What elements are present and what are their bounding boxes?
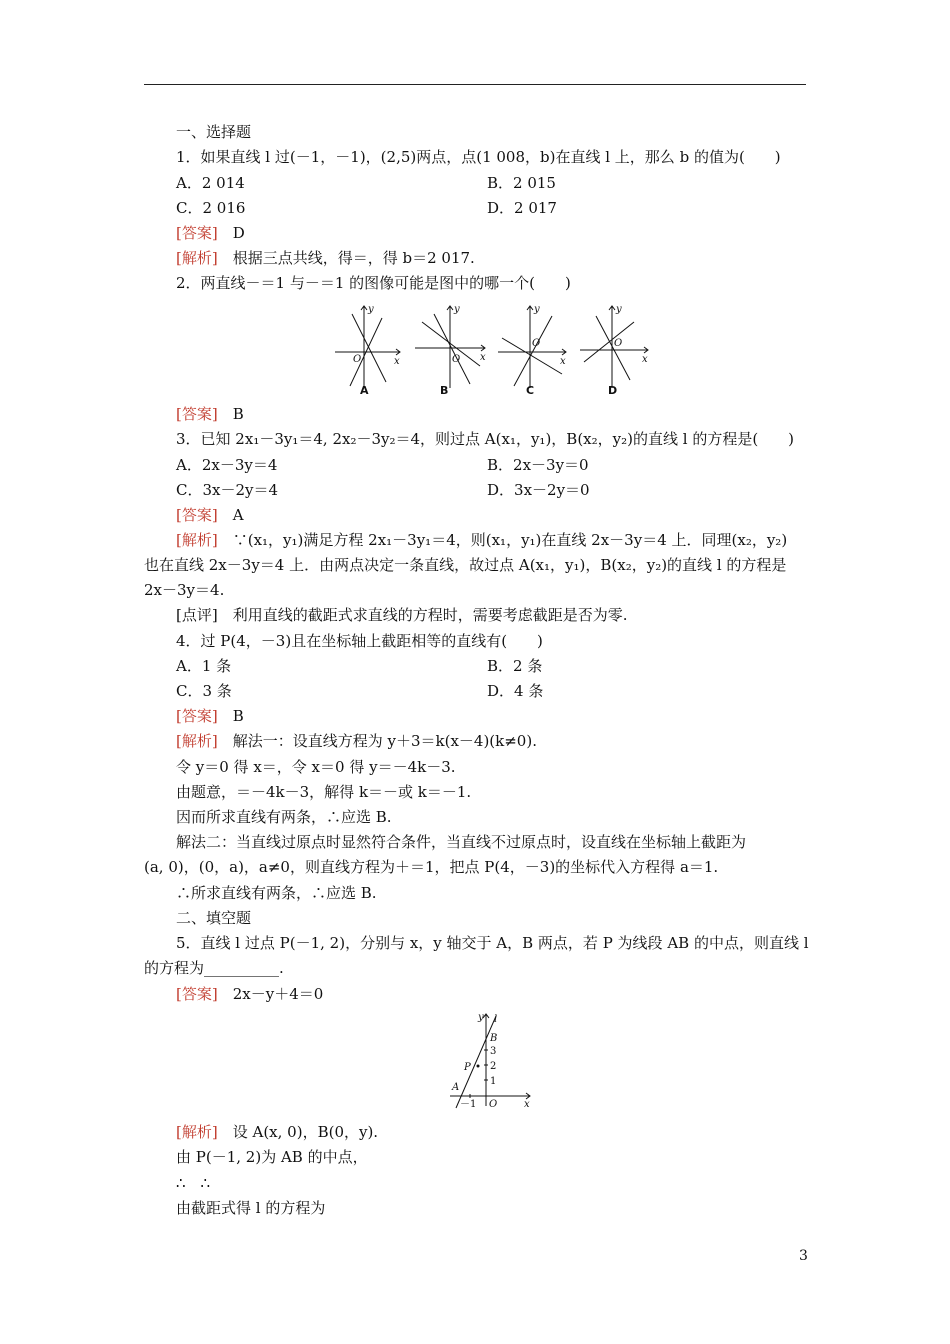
text-line-l41 <box>176 1198 325 1218</box>
text-line-l01 <box>176 122 251 142</box>
text-line-l18 <box>144 555 786 575</box>
figure-four-graphs <box>330 300 660 400</box>
text-line-l22 <box>176 656 231 676</box>
label-o-c: O <box>532 338 541 349</box>
answer-tag: [答案] <box>176 506 218 524</box>
fig2-a: A <box>452 1082 460 1093</box>
fig2-tick-neg1: －1 <box>460 1099 477 1110</box>
text-line-l29 <box>176 782 471 802</box>
graph-b <box>415 306 485 388</box>
header-rule <box>144 84 806 85</box>
line-text: A．2 014 <box>176 174 245 192</box>
label-x-c: x <box>560 356 566 367</box>
label-x-a: x <box>394 356 400 367</box>
line-text: 的方程为__________. <box>144 959 284 977</box>
text-line-l30 <box>176 807 392 827</box>
answer-tag: [答案] <box>176 224 218 242</box>
text-line-l26 <box>176 706 244 726</box>
text-line-l20 <box>176 605 627 625</box>
line-text: C．3 条 <box>176 682 232 700</box>
line-text: 3．已知 2x₁－3y₁＝4, 2x₂－3y₂＝4，则过点 A(x₁，y₁)，B(x₂，y₂)的直线 l 的方程是( ) <box>176 430 795 448</box>
fig2-tick-1: 1 <box>490 1076 497 1087</box>
text-line-l14 <box>176 480 278 500</box>
line-text: 2x－y＋4＝0 <box>217 985 324 1003</box>
text-line-l07 <box>176 223 245 243</box>
line-text: B．2 015 <box>487 174 556 192</box>
text-line-l17 <box>176 530 787 550</box>
line-text: A．1 条 <box>176 657 232 675</box>
caption-a: A <box>360 384 369 397</box>
answer-tag: [答案] <box>176 707 218 725</box>
text-line-l24 <box>176 681 232 701</box>
page-number: 3 <box>799 1248 808 1264</box>
text-line-l04 <box>487 173 556 193</box>
text-line-l06 <box>487 198 557 218</box>
text-line-l15 <box>487 480 590 500</box>
text-line-l40 <box>176 1173 210 1193</box>
text-line-l09 <box>176 273 571 293</box>
line-text: 5．直线 l 过点 P(－1, 2)，分别与 x，y 轴交于 A，B 两点，若 P 为线段 AB 的中点，则直线 l <box>176 934 809 952</box>
text-line-l21 <box>176 631 543 651</box>
line-text: 由题意，＝－4k－3，解得 k＝－或 k＝－1. <box>176 783 472 801</box>
line-text: ∵(x₁，y₁)满足方程 2x₁－3y₁＝4，则(x₁，y₁)在直线 2x－3y＝4 上．同理(x₂，y₂) <box>217 531 788 549</box>
line-text: A．2x－3y＝4 <box>176 456 278 474</box>
line-text: ∴所求直线有两条，∴应选 B. <box>176 884 377 902</box>
line-text: (a, 0)，(0，a)，a≠0，则直线方程为＋＝1，把点 P(4，－3)的坐标代入方程得 a＝1. <box>144 858 719 876</box>
text-line-l38 <box>176 1122 378 1142</box>
line-text: D <box>217 224 245 242</box>
line-text: 2．两直线－＝1 与－＝1 的图像可能是图中的哪一个( ) <box>176 274 571 292</box>
fig2-tick-2: 2 <box>490 1061 497 1072</box>
text-line-l11 <box>176 429 794 449</box>
label-y-c: y <box>534 304 540 315</box>
line-text: 设 A(x, 0)，B(0，y). <box>217 1123 379 1141</box>
text-line-l32 <box>144 857 718 877</box>
text-line-l37 <box>176 984 323 1004</box>
label-o-b: O <box>452 354 461 365</box>
line-text: C．2 016 <box>176 199 246 217</box>
text-line-l39 <box>176 1147 368 1167</box>
line-text: 1．如果直线 l 过(－1，－1)，(2,5)两点，点(1 008，b)在直线 l 上，那么 b 的值为( ) <box>176 148 781 166</box>
text-line-l19 <box>144 580 224 600</box>
caption-d: D <box>608 384 618 397</box>
line-text: 解法一：设直线方程为 y＋3＝k(x－4)(k≠0). <box>217 732 537 750</box>
fig2-p: P <box>464 1062 471 1073</box>
text-line-l02 <box>176 147 781 167</box>
fig2-y: y <box>478 1012 484 1023</box>
caption-b: B <box>440 384 449 397</box>
fig2-x: x <box>524 1099 530 1110</box>
line-text: [点评] 利用直线的截距式求直线的方程时，需要考虑截距是否为零. <box>176 606 628 624</box>
line-text: 由 P(－1, 2)为 AB 的中点， <box>176 1148 368 1166</box>
text-line-l27 <box>176 731 537 751</box>
line-text: 因而所求直线有两条，∴应选 B. <box>176 808 392 826</box>
text-line-l12 <box>176 455 277 475</box>
line-text: 根据三点共线，得＝，得 b＝2 017. <box>217 249 475 267</box>
fig2-l: l <box>494 1014 498 1025</box>
line-text: D．3x－2y＝0 <box>487 481 590 499</box>
line-text: 也在直线 2x－3y＝4 上．由两点决定一条直线，故过点 A(x₁，y₁)，B(x₂，y₂)的直线 l 的方程是 <box>144 556 787 574</box>
label-x-d: x <box>642 354 648 365</box>
text-line-l35 <box>176 933 809 953</box>
text-line-l34 <box>176 908 251 928</box>
answer-tag: [解析] <box>176 732 218 750</box>
text-line-l13 <box>487 455 589 475</box>
text-line-l25 <box>487 681 543 701</box>
line-text: B．2x－3y＝0 <box>487 456 589 474</box>
text-line-l10 <box>176 404 244 424</box>
line-text: 二、填空题 <box>176 909 252 927</box>
label-o-a: O <box>353 354 362 365</box>
answer-tag: [答案] <box>176 405 218 423</box>
label-y-b: y <box>454 304 460 315</box>
text-line-l03 <box>176 173 245 193</box>
fig2-tick-3: 3 <box>490 1046 497 1057</box>
answer-tag: [解析] <box>176 531 218 549</box>
graph-a <box>335 306 400 388</box>
line-text: B <box>217 405 244 423</box>
line-text: D．4 条 <box>487 682 544 700</box>
text-line-l16 <box>176 505 244 525</box>
line-text: 令 y＝0 得 x＝，令 x＝0 得 y＝－4k－3. <box>176 758 456 776</box>
text-line-l08 <box>176 248 475 268</box>
line-text: ∴ ∴ <box>176 1174 211 1192</box>
answer-tag: [解析] <box>176 1123 218 1141</box>
line-text: B <box>217 707 244 725</box>
caption-c: C <box>526 384 535 397</box>
line-text: 解法二：当直线过原点时显然符合条件，当直线不过原点时，设直线在坐标轴上截距为 <box>176 833 747 851</box>
answer-tag: [答案] <box>176 985 218 1003</box>
line-text: 由截距式得 l 的方程为 <box>176 1199 326 1217</box>
text-line-l28 <box>176 757 456 777</box>
line-text: A <box>217 506 244 524</box>
label-y-d: y <box>616 304 622 315</box>
text-line-l31 <box>176 832 746 852</box>
label-o-d: O <box>614 338 623 349</box>
text-line-l33 <box>176 883 377 903</box>
line-text: 一、选择题 <box>176 123 252 141</box>
text-line-l36 <box>144 958 284 978</box>
text-line-l23 <box>487 656 542 676</box>
label-x-b: x <box>480 352 486 363</box>
line-text: C．3x－2y＝4 <box>176 481 279 499</box>
label-y-a: y <box>368 304 374 315</box>
answer-tag: [解析] <box>176 249 218 267</box>
line-text: D．2 017 <box>487 199 557 217</box>
line-text: B．2 条 <box>487 657 543 675</box>
text-line-l05 <box>176 198 245 218</box>
fig2-b: B <box>490 1033 498 1044</box>
fig2-o: O <box>489 1099 498 1110</box>
line-text: 4．过 P(4，－3)且在坐标轴上截距相等的直线有( ) <box>176 632 543 650</box>
figure-line-apb <box>446 1010 536 1110</box>
line-text: 2x－3y＝4. <box>144 581 225 599</box>
